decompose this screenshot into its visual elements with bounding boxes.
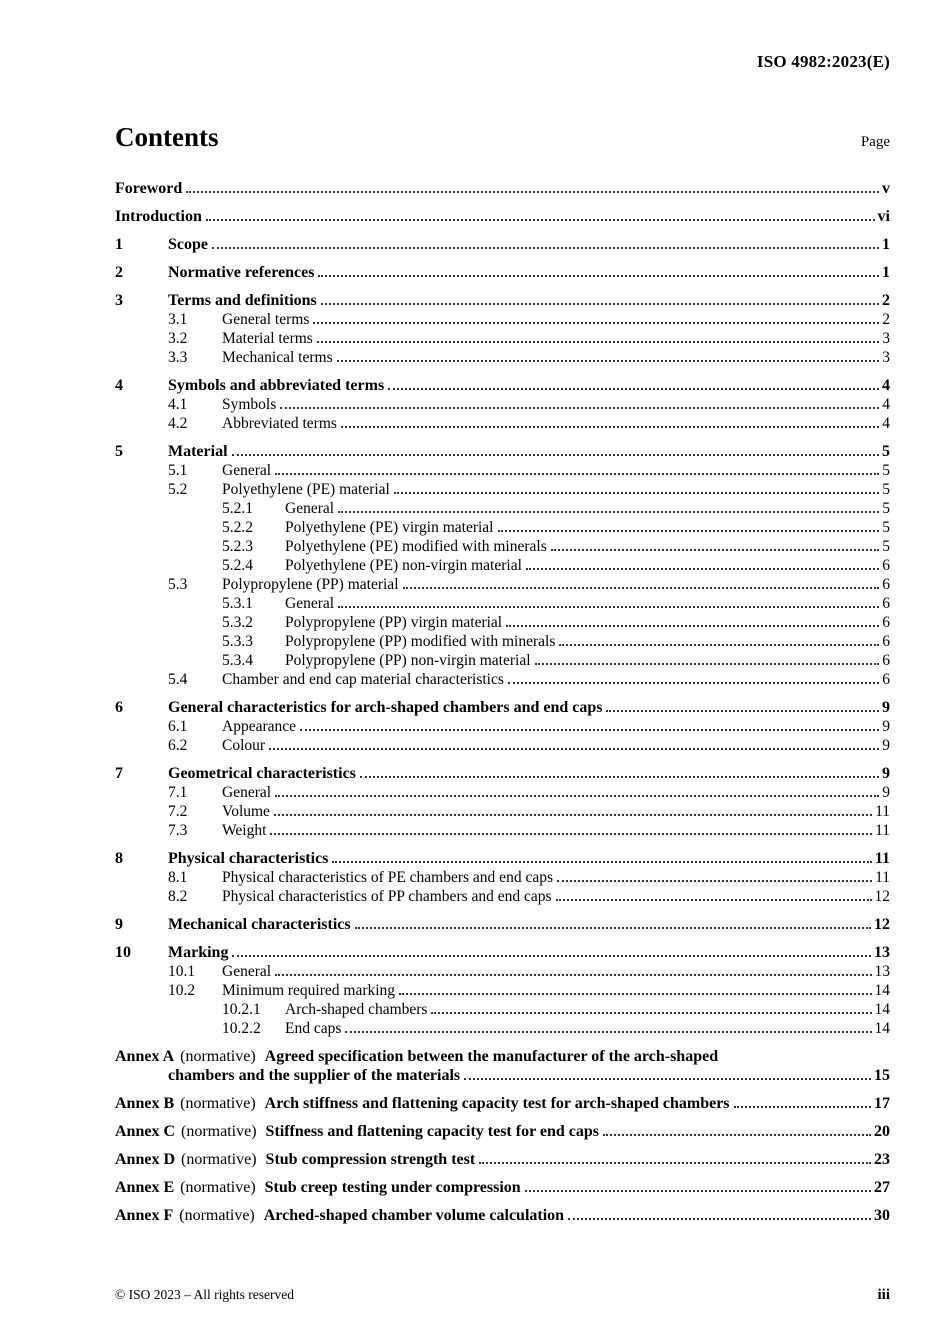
toc-annex-row (115, 1178, 890, 1197)
toc-entry-page: 6 (882, 633, 890, 650)
dotted-leader (341, 426, 879, 428)
dotted-leader (275, 974, 871, 976)
toc-entry-label: General (222, 784, 272, 801)
toc-row (115, 764, 890, 783)
toc-row (115, 263, 890, 282)
toc-entry-number: 3.2 (168, 330, 188, 347)
toc-entry-number: 5 (115, 443, 123, 460)
toc-entry-number: 5.2.4 (222, 557, 253, 574)
contents-heading-row (115, 122, 890, 153)
toc-entry-label: Physical characteristics (168, 850, 329, 867)
toc-entry-page: 5 (882, 462, 890, 479)
copyright-notice: © ISO 2023 – All rights reserved (115, 1287, 294, 1302)
toc-row (115, 887, 890, 906)
dotted-leader (506, 625, 879, 627)
toc-entry-page: 6 (882, 652, 890, 669)
toc-entry-page: 6 (882, 671, 890, 688)
toc-entry-page: 5 (882, 538, 890, 555)
toc-entry-number: 5.2.2 (222, 519, 253, 536)
toc-list (115, 179, 890, 1225)
toc-entry-page: 12 (874, 888, 890, 905)
toc-entry-page: 6 (882, 557, 890, 574)
toc-entry-label: Material (168, 443, 228, 460)
dotted-leader (186, 191, 879, 193)
toc-entry-number: 7 (115, 765, 123, 782)
toc-entry-number: 7.2 (168, 803, 188, 820)
toc-row (115, 632, 890, 651)
toc-entry-number: 1 (115, 236, 123, 253)
toc-entry-label: Scope (168, 236, 208, 253)
toc-row (115, 442, 890, 461)
dotted-leader (321, 303, 879, 305)
toc-entry-number: 4.2 (168, 415, 188, 432)
toc-row (115, 556, 890, 575)
toc-row (115, 1019, 890, 1038)
toc-entry-number: 10.2.1 (222, 1001, 261, 1018)
toc-entry-label: Physical characteristics of PE chambers and end caps (222, 869, 553, 886)
toc-entry-number: 5.3.4 (222, 652, 253, 669)
dotted-leader (332, 861, 871, 863)
annex-prefix: Annex F (115, 1207, 174, 1224)
toc-row (115, 613, 890, 632)
toc-entry-label: End caps (285, 1020, 342, 1037)
dotted-leader (388, 388, 879, 390)
toc-row (115, 310, 890, 329)
annex-title: Arch stiffness and flattening capacity test for arch-shaped chambers (264, 1095, 730, 1112)
dotted-leader (526, 568, 879, 570)
toc-entry-number: 5.3.1 (222, 595, 253, 612)
toc-entry-page: 5 (882, 481, 890, 498)
toc-row (115, 329, 890, 348)
toc-entry-page: 6 (882, 595, 890, 612)
toc-entry-page: vi (877, 208, 890, 225)
toc-annex-row (115, 1122, 890, 1141)
dotted-leader (355, 927, 871, 929)
toc-entry-number: 8.1 (168, 869, 188, 886)
annex-qualifier: (normative) (180, 1095, 256, 1112)
toc-entry-label: Minimum required marking (222, 982, 396, 999)
toc-entry-label: Polyethylene (PE) non-virgin material (285, 557, 522, 574)
toc-entry-number: 6.2 (168, 737, 188, 754)
dotted-leader (479, 1162, 871, 1164)
toc-entry-page: 2 (882, 292, 890, 309)
toc-entry-number: 10.2 (168, 982, 196, 999)
toc-entry-label: Polypropylene (PP) non-virgin material (285, 652, 531, 669)
toc-entry-label: Geometrical characteristics (168, 765, 356, 782)
toc-row (115, 868, 890, 887)
toc-entry-label: Weight (222, 822, 267, 839)
toc-entry-number: 5.2.1 (222, 500, 253, 517)
annex-qualifier: (normative) (180, 1048, 256, 1065)
toc-annex-row (115, 1047, 890, 1066)
toc-entry-number: 2 (115, 264, 123, 281)
toc-row (115, 717, 890, 736)
toc-entry-number: 7.3 (168, 822, 188, 839)
toc-entry-page: 1 (882, 264, 890, 281)
dotted-leader (337, 360, 880, 362)
contents-title: Contents (115, 122, 219, 152)
toc-entry-label: General characteristics for arch-shaped chambers and end caps (168, 699, 603, 716)
toc-entry-number: 4 (115, 377, 123, 394)
toc-annex-row (115, 1150, 890, 1169)
toc-entry-number: 5.4 (168, 671, 188, 688)
toc-entry-label: Polyethylene (PE) material (222, 481, 390, 498)
dotted-leader (525, 1190, 871, 1192)
annex-title: Arched-shaped chamber volume calculation (263, 1207, 565, 1224)
toc-entry-page: 13 (874, 944, 890, 961)
dotted-leader (269, 748, 879, 750)
toc-entry-number: 8.2 (168, 888, 188, 905)
toc-entry-page: 15 (874, 1067, 890, 1084)
toc-entry-label: Marking (168, 944, 229, 961)
toc-entry-label: Polypropylene (PP) modified with minerals (285, 633, 556, 650)
toc-row (115, 981, 890, 1000)
annex-qualifier: (normative) (180, 1179, 256, 1196)
toc-entry-label: General terms (222, 311, 310, 328)
toc-entry-number: 6 (115, 699, 123, 716)
toc-entry-page: 9 (882, 699, 890, 716)
annex-prefix: Annex E (115, 1179, 175, 1196)
annex-title-continuation: chambers and the supplier of the materials (168, 1067, 461, 1084)
toc-entry-label: General (222, 963, 272, 980)
toc-entry-number: 5.2 (168, 481, 188, 498)
toc-entry-page: 4 (882, 396, 890, 413)
toc-row (115, 207, 890, 226)
toc-entry-page: 9 (882, 737, 890, 754)
toc-entry-page: 6 (882, 576, 890, 593)
toc-row (115, 698, 890, 717)
toc-entry-page: 1 (882, 236, 890, 253)
toc-entry-page: 5 (882, 443, 890, 460)
toc-entry-label: Polyethylene (PE) virgin material (285, 519, 494, 536)
dotted-leader (559, 644, 879, 646)
annex-title: Stub compression strength test (265, 1151, 476, 1168)
annex-title: Stub creep testing under compression (264, 1179, 521, 1196)
annex-prefix: Annex B (115, 1095, 175, 1112)
toc-row (115, 376, 890, 395)
dotted-leader (431, 1012, 871, 1014)
dotted-leader (318, 275, 879, 277)
toc-entry-number: 7.1 (168, 784, 188, 801)
dotted-leader (498, 530, 880, 532)
dotted-leader (232, 454, 879, 456)
toc-row (115, 291, 890, 310)
toc-entry-page: 23 (874, 1151, 890, 1168)
dotted-leader (338, 511, 879, 513)
toc-entry-number: 4.1 (168, 396, 188, 413)
annex-qualifier: (normative) (179, 1207, 255, 1224)
toc-entry-number: 3.3 (168, 349, 188, 366)
toc-row (115, 235, 890, 254)
toc-row (115, 849, 890, 868)
toc-entry-page: 20 (874, 1123, 890, 1140)
toc-entry-label: Polypropylene (PP) material (222, 576, 399, 593)
annex-title: Stiffness and flattening capacity test for end caps (265, 1123, 600, 1140)
toc-entry-page: 11 (875, 803, 890, 820)
dotted-leader (734, 1106, 871, 1108)
annex-qualifier: (normative) (181, 1123, 257, 1140)
toc-entry-number: 5.3.3 (222, 633, 253, 650)
toc-row (115, 518, 890, 537)
toc-annex-continuation-row (115, 1066, 890, 1085)
toc-row (115, 962, 890, 981)
toc-row (115, 179, 890, 198)
annex-qualifier: (normative) (181, 1151, 257, 1168)
dotted-leader (557, 880, 872, 882)
toc-entry-number: 5.3 (168, 576, 188, 593)
dotted-leader (232, 955, 871, 957)
dotted-leader (280, 407, 879, 409)
toc-entry-page: 11 (875, 822, 890, 839)
doc-reference: ISO 4982:2023(E) (756, 52, 890, 71)
dotted-leader (535, 663, 880, 665)
toc-entry-label: Mechanical characteristics (168, 916, 351, 933)
dotted-leader (317, 341, 879, 343)
toc-entry-label: Appearance (222, 718, 297, 735)
annex-prefix: Annex D (115, 1151, 176, 1168)
toc-entry-number: 6.1 (168, 718, 188, 735)
dotted-leader (275, 795, 879, 797)
toc-entry-label: General (285, 595, 335, 612)
toc-row (115, 1000, 890, 1019)
toc-row (115, 575, 890, 594)
toc-entry-page: 27 (874, 1179, 890, 1196)
toc-entry-page: 12 (874, 916, 890, 933)
toc-entry-label: Colour (222, 737, 266, 754)
toc-entry-number: 10.2.2 (222, 1020, 261, 1037)
dotted-leader (399, 993, 871, 995)
toc-row (115, 670, 890, 689)
toc-entry-page: 11 (874, 850, 890, 867)
dotted-leader (313, 322, 879, 324)
toc-entry-label: Terms and definitions (168, 292, 317, 309)
dotted-leader (345, 1031, 871, 1033)
toc-entry-number: 5.3.2 (222, 614, 253, 631)
dotted-leader (212, 247, 879, 249)
toc-entry-page: 13 (874, 963, 890, 980)
toc-row (115, 461, 890, 480)
dotted-leader (274, 814, 872, 816)
toc-entry-label: Foreword (115, 180, 183, 197)
toc-entry-number: 5.1 (168, 462, 188, 479)
dotted-leader (551, 549, 880, 551)
dotted-leader (603, 1134, 871, 1136)
toc-row (115, 480, 890, 499)
toc-row (115, 783, 890, 802)
toc-entry-label: Material terms (222, 330, 313, 347)
dotted-leader (606, 710, 879, 712)
toc-entry-page: 14 (874, 1001, 890, 1018)
toc-entry-page: 3 (882, 349, 890, 366)
toc-row (115, 802, 890, 821)
toc-entry-label: Introduction (115, 208, 202, 225)
toc-row (115, 736, 890, 755)
toc-entry-number: 3.1 (168, 311, 188, 328)
toc-entry-number: 8 (115, 850, 123, 867)
toc-entry-page: 9 (882, 784, 890, 801)
toc-entry-number: 3 (115, 292, 123, 309)
dotted-leader (275, 473, 879, 475)
dotted-leader (338, 606, 879, 608)
dotted-leader (556, 899, 872, 901)
toc-entry-page: 6 (882, 614, 890, 631)
annex-title: Agreed specification between the manufacturer of the arch-shaped (264, 1048, 719, 1065)
toc-row (115, 594, 890, 613)
toc-row (115, 348, 890, 367)
toc-entry-page: 17 (874, 1095, 890, 1112)
annex-prefix: Annex A (115, 1048, 175, 1065)
toc-entry-number: 9 (115, 916, 123, 933)
toc-entry-page: 9 (882, 765, 890, 782)
annex-prefix: Annex C (115, 1123, 176, 1140)
toc-entry-page: 3 (882, 330, 890, 347)
toc-row (115, 821, 890, 840)
toc-entry-label: General (285, 500, 335, 517)
page-number: iii (877, 1287, 890, 1303)
toc-entry-label: Abbreviated terms (222, 415, 337, 432)
dotted-leader (206, 219, 875, 221)
toc-entry-label: General (222, 462, 272, 479)
dotted-leader (360, 776, 879, 778)
dotted-leader (403, 587, 880, 589)
toc-entry-label: Polyethylene (PE) modified with minerals (285, 538, 547, 555)
dotted-leader (568, 1218, 871, 1220)
dotted-leader (270, 833, 872, 835)
toc-entry-page: 5 (882, 500, 890, 517)
page-column-label: Page (860, 134, 890, 150)
toc-entry-number: 5.2.3 (222, 538, 253, 555)
toc-row (115, 915, 890, 934)
toc-entry-label: Polypropylene (PP) virgin material (285, 614, 503, 631)
toc-entry-number: 10.1 (168, 963, 196, 980)
toc-entry-page: v (882, 180, 890, 197)
toc-entry-page: 4 (882, 415, 890, 432)
toc-entry-number: 10 (115, 944, 131, 961)
toc-row (115, 414, 890, 433)
toc-entry-page: 5 (882, 519, 890, 536)
toc-entry-page: 14 (874, 982, 890, 999)
page-footer (115, 1287, 890, 1304)
toc-entry-page: 30 (874, 1207, 890, 1224)
toc-entry-label: Symbols and abbreviated terms (168, 377, 385, 394)
toc-row (115, 943, 890, 962)
toc-entry-page: 2 (882, 311, 890, 328)
document-header (115, 52, 890, 72)
toc-entry-label: Physical characteristics of PP chambers and end caps (222, 888, 552, 905)
toc-entry-label: Normative references (168, 264, 315, 281)
toc-entry-label: Chamber and end cap material characteristics (222, 671, 504, 688)
toc-entry-label: Volume (222, 803, 270, 820)
toc-entry-page: 9 (882, 718, 890, 735)
toc-row (115, 651, 890, 670)
toc-entry-label: Mechanical terms (222, 349, 333, 366)
toc-row (115, 499, 890, 518)
toc-entry-label: Arch-shaped chambers (285, 1001, 428, 1018)
dotted-leader (300, 729, 879, 731)
toc-annex-row (115, 1094, 890, 1113)
toc-entry-page: 11 (875, 869, 890, 886)
dotted-leader (464, 1078, 871, 1080)
toc-row (115, 537, 890, 556)
toc-entry-page: 4 (882, 377, 890, 394)
toc-row (115, 395, 890, 414)
toc-annex-row (115, 1206, 890, 1225)
toc-entry-page: 14 (874, 1020, 890, 1037)
dotted-leader (508, 682, 879, 684)
dotted-leader (394, 492, 879, 494)
toc-entry-label: Symbols (222, 396, 277, 413)
